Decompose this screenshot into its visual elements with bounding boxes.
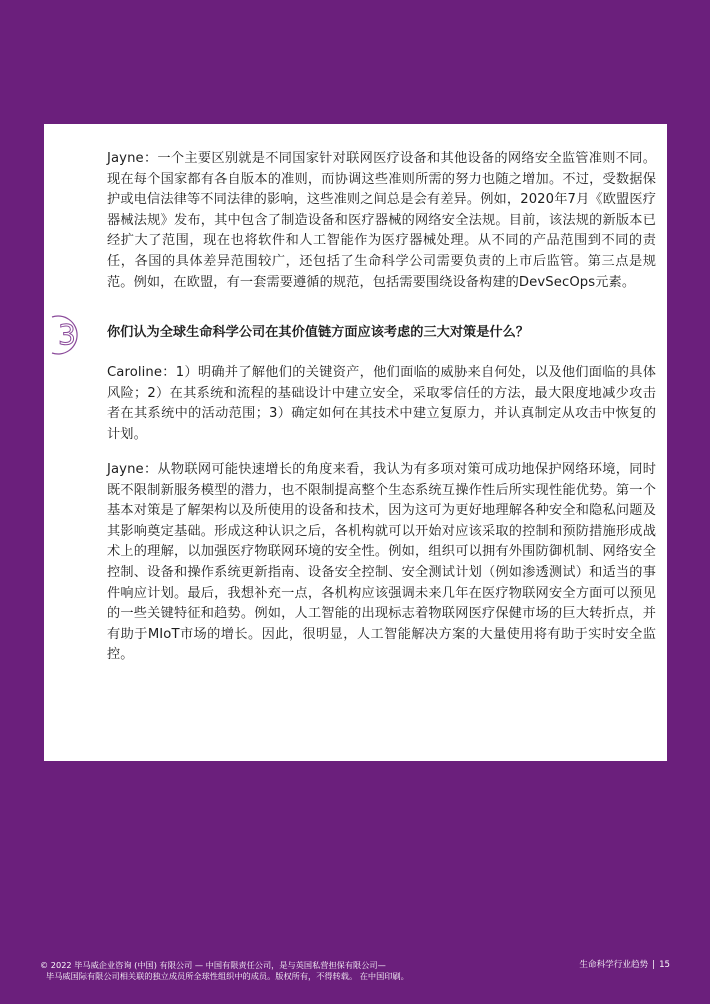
answer-paragraph-caroline: Caroline：1）明确并了解他们的关键资产，他们面临的威胁来自何处，以及他们面临的具体风险；2）在其系统和流程的基础设计中建立安全，采取零信任的方法，最大限度地减少攻击者在其系统中的活动范围；3）确定如何在其技术中建立复原力，并认真制定从攻击中恢复的计划。 [107, 365, 656, 442]
copyright-line-2: 毕马威国际有限公司相关联的独立成员所全球性组织中的成员。版权所有，不得转载。 在中国印刷。 [46, 971, 409, 981]
footer-separator: | [652, 960, 656, 970]
answer-paragraph-jayne-2: Jayne：从物联网可能快速增长的角度来看，我认为有多项对策可成功地保护网络环境，同时既不限制新服务模型的潜力，也不限制提高整个生态系统互操作性后所实现性能优势。第一个基本对策是了解架构以及所使用的设备和技术，因为这可为更好地理解各种安全和隐私问题及其影响奠定基础。形成这种认识之后，各机构就可以开始对应该采取的控制和预防措施形成战术上的理解，以加强医疗物联网环境的安全性。例如，组织可以拥有外围防御机制、网络安全控制、设备和操作系统更新指南、设备安全控制、安全测试计划（例如渗透测试）和适当的事件响应计划。最后，我想补充一点，各机构应该强调未来几年在医疗物联网安全方面可以预见的一些关键特征和趋势。例如，人工智能的出现标志着物联网医疗保健市场的巨大转折点，并有助于MIoT市场的增长。因此，很明显，人工智能解决方案的大量使用将有助于实时安全监控。 [107, 462, 656, 663]
question-number: 3 [58, 318, 76, 351]
section-title: 生命科学行业趋势 [579, 960, 649, 970]
page-number: 15 [659, 960, 670, 970]
answer-paragraph-jayne-1: Jayne：一个主要区别就是不同国家针对联网医疗设备和其他设备的网络安全监管准则不同。现在每个国家都有各自版本的准则，而协调这些准则所需的努力也随之增加。不过，受数据保护或电信法律等不同法律的影响，这些准则之间总是会有差异。例如，2020年7月《欧盟医疗器械法规》发布，其中包含了制造设备和医疗器械的网络安全法规。目前，该法规的新版本已经扩大了范围，现在也将软件和人工智能作为医疗器械处理。从不同的产品范围到不同的责任，各国的具体差异范围较广，还包括了生命科学公司需要负责的上市后监管。第三点是规范。例如，在欧盟，有一套需要遵循的规范，包括需要围绕设备构建的DevSecOps元素。 [107, 151, 656, 290]
question-number-3-icon [44, 314, 100, 356]
question-heading: 你们认为全球生命科学公司在其价值链方面应该考虑的三大对策是什么？ [107, 325, 529, 340]
content-card [44, 124, 667, 761]
footer-copyright [40, 960, 409, 982]
copyright-line-1: © 2022 毕马威企业咨询 (中国) 有限公司 — 中国有限责任公司，是与英国私营担保有限公司— [40, 960, 386, 970]
footer-page-info [579, 960, 670, 971]
